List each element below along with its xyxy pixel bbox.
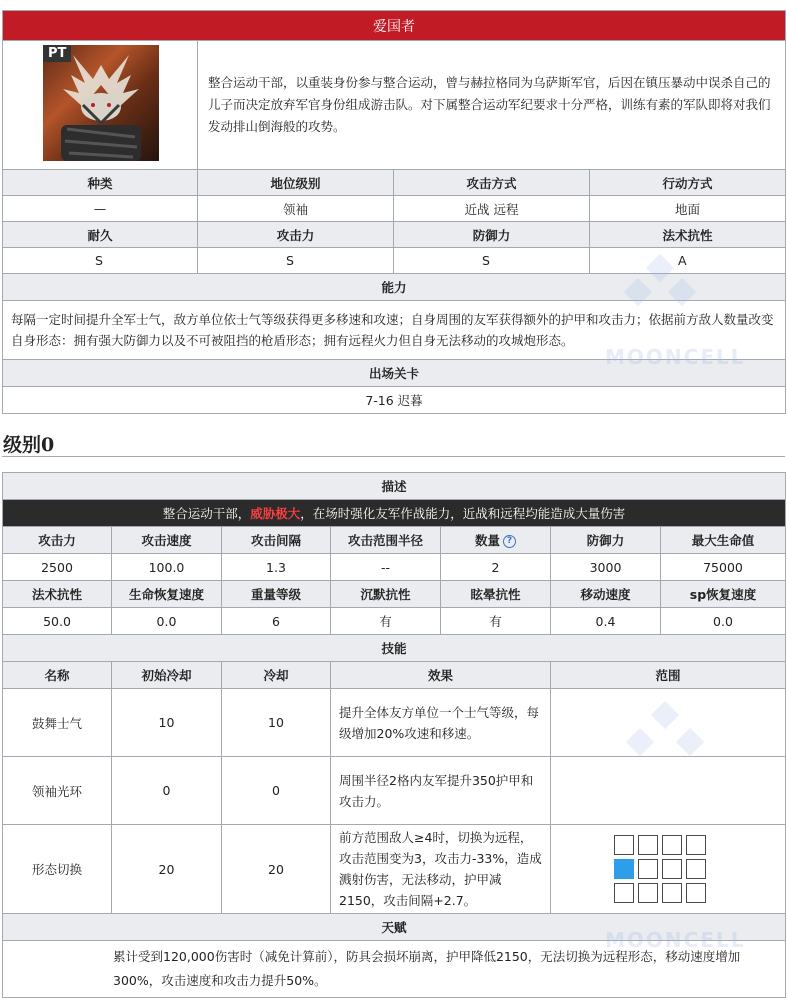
stat-value-range-radius: -- — [331, 554, 441, 581]
stat-header-hp-recovery: 生命恢复速度 — [112, 581, 222, 608]
stat-header-atk: 攻击力 — [3, 527, 112, 554]
skill-initial-cd: 10 — [112, 689, 222, 757]
stat-header-res: 法术抗性 — [3, 581, 112, 608]
range-cell — [638, 835, 658, 855]
skill-col-range: 范围 — [551, 662, 786, 689]
stat-value-atk-interval: 1.3 — [222, 554, 331, 581]
attr-value-level: 领袖 — [198, 196, 394, 222]
skill-range — [551, 825, 786, 914]
stat-header-atk-interval: 攻击间隔 — [222, 527, 331, 554]
attack-range-grid — [614, 835, 706, 903]
stat-value-move-speed: 0.4 — [551, 608, 661, 635]
skill-col-effect: 效果 — [331, 662, 551, 689]
attr-value-defense: S — [394, 248, 590, 274]
stat-value-res: 50.0 — [3, 608, 112, 635]
watermark-text: MOONCELL — [605, 345, 746, 369]
help-icon[interactable]: ? — [503, 535, 516, 548]
level-heading: 级别0 — [3, 434, 55, 456]
desc-suffix: ，在场时强化友军作战能力，近战和远程均能造成大量伤害 — [300, 506, 626, 521]
skill-effect: 提升全体友方单位一个士气等级，每级增加20%攻速和移速。 — [331, 689, 551, 757]
stat-header-count — [441, 527, 551, 554]
stat-value-def: 3000 — [551, 554, 661, 581]
enemy-info-table — [2, 10, 786, 414]
skill-effect: 前方范围敌人≥4时，切换为远程，攻击范围变为3，攻击力-33%，造成溅射伤害，无法移动，护甲减2150，攻击间隔+2.7。 — [331, 825, 551, 914]
range-cell — [686, 835, 706, 855]
talent-text: 累计受到120,000伤害时（减免计算前），防具会损坏崩离，护甲降低2150，无法切换为远程形态，移动速度增加300%，攻击速度和攻击力提升50%。 — [3, 941, 786, 998]
skill-col-initial-cd: 初始冷却 — [112, 662, 222, 689]
skill-name: 鼓舞士气 — [3, 689, 112, 757]
watermark-text: MOONCELL — [605, 928, 746, 952]
enemy-name-title: 爱国者 — [3, 11, 786, 41]
skills-header: 技能 — [3, 635, 786, 662]
skill-effect: 周围半径2格内友军提升350护甲和攻击力。 — [331, 757, 551, 825]
skill-col-name: 名称 — [3, 662, 112, 689]
stat-header-weight: 重量等级 — [222, 581, 331, 608]
desc-prefix: 整合运动干部， — [162, 506, 251, 521]
stat-value-count: 2 — [441, 554, 551, 581]
attr-header-motion: 行动方式 — [590, 170, 786, 196]
range-cell — [662, 835, 682, 855]
threat-highlight: 威胁极大 — [250, 506, 301, 521]
skill-range — [551, 689, 786, 757]
skill-initial-cd: 0 — [112, 757, 222, 825]
range-cell — [686, 859, 706, 879]
skill-name: 领袖光环 — [3, 757, 112, 825]
attr-header-level: 地位级别 — [198, 170, 394, 196]
talent-header: 天赋 — [3, 914, 786, 941]
stat-header-count-label: 数量 — [474, 533, 500, 548]
attr-value-endure: S — [3, 248, 198, 274]
attr-value-attack-type: 近战 远程 — [394, 196, 590, 222]
stat-header-range-radius: 攻击范围半径 — [331, 527, 441, 554]
stat-header-move-speed: 移动速度 — [551, 581, 661, 608]
level-stats-table — [2, 472, 786, 998]
ability-header: 能力 — [3, 274, 786, 301]
stat-value-atk: 2500 — [3, 554, 112, 581]
stage-header: 出场关卡 — [3, 360, 786, 387]
ability-text: 每隔一定时间提升全军士气，敌方单位依士气等级获得更多移速和攻速；自身周围的友军获得额外的护甲和攻击力；依据前方敌人数量改变自身形态：拥有强大防御力以及不可被阻挡的枪盾形态；拥有远程火力但自身无法移动的攻城炮形态。 — [3, 301, 786, 360]
stat-value-atk-speed: 100.0 — [112, 554, 222, 581]
range-cell — [614, 835, 634, 855]
range-cell-self — [614, 859, 634, 879]
stat-header-stun-res: 眩晕抗性 — [441, 581, 551, 608]
level-description — [3, 500, 786, 527]
stat-value-weight: 6 — [222, 608, 331, 635]
range-cell — [638, 859, 658, 879]
skill-cd: 20 — [222, 825, 331, 914]
attr-value-motion: 地面 — [590, 196, 786, 222]
portrait-cell — [3, 41, 198, 170]
attr-value-attack: S — [198, 248, 394, 274]
stat-value-stun-res: 有 — [441, 608, 551, 635]
attr-value-type: — — [3, 196, 198, 222]
range-cell — [638, 883, 658, 903]
enemy-badge: PT — [43, 45, 71, 62]
stat-header-atk-speed: 攻击速度 — [112, 527, 222, 554]
range-cell — [662, 859, 682, 879]
attr-value-resistance: A — [590, 248, 786, 274]
stat-header-silence-res: 沉默抗性 — [331, 581, 441, 608]
skill-cd: 0 — [222, 757, 331, 825]
stat-header-max-hp: 最大生命值 — [661, 527, 786, 554]
heading-divider — [2, 456, 785, 457]
range-cell — [686, 883, 706, 903]
skill-range — [551, 757, 786, 825]
stat-value-max-hp: 75000 — [661, 554, 786, 581]
range-cell — [662, 883, 682, 903]
range-cell — [614, 883, 634, 903]
attr-header-resistance: 法术抗性 — [590, 222, 786, 248]
attr-header-attack-type: 攻击方式 — [394, 170, 590, 196]
skill-col-cd: 冷却 — [222, 662, 331, 689]
skill-name: 形态切换 — [3, 825, 112, 914]
skill-cd: 10 — [222, 689, 331, 757]
skill-initial-cd: 20 — [112, 825, 222, 914]
stat-header-sp-recovery: sp恢复速度 — [661, 581, 786, 608]
attr-header-type: 种类 — [3, 170, 198, 196]
stat-header-def: 防御力 — [551, 527, 661, 554]
attr-header-defense: 防御力 — [394, 222, 590, 248]
stat-value-hp-recovery: 0.0 — [112, 608, 222, 635]
attr-header-endure: 耐久 — [3, 222, 198, 248]
enemy-description: 整合运动干部，以重装身份参与整合运动，曾与赫拉格同为乌萨斯军官，后因在镇压暴动中误杀自己的儿子而决定放弃军官身份组成游击队。对下属整合运动军纪要求十分严格，训练有素的军队即将对我们发动排山倒海般的攻势。 — [198, 41, 786, 170]
stat-value-sp-recovery: 0.0 — [661, 608, 786, 635]
attr-header-attack: 攻击力 — [198, 222, 394, 248]
stat-value-silence-res: 有 — [331, 608, 441, 635]
enemy-portrait-art — [43, 45, 159, 161]
desc-header: 描述 — [3, 473, 786, 500]
stage-value[interactable]: 7-16 迟暮 — [3, 387, 786, 414]
enemy-portrait[interactable] — [43, 45, 159, 161]
